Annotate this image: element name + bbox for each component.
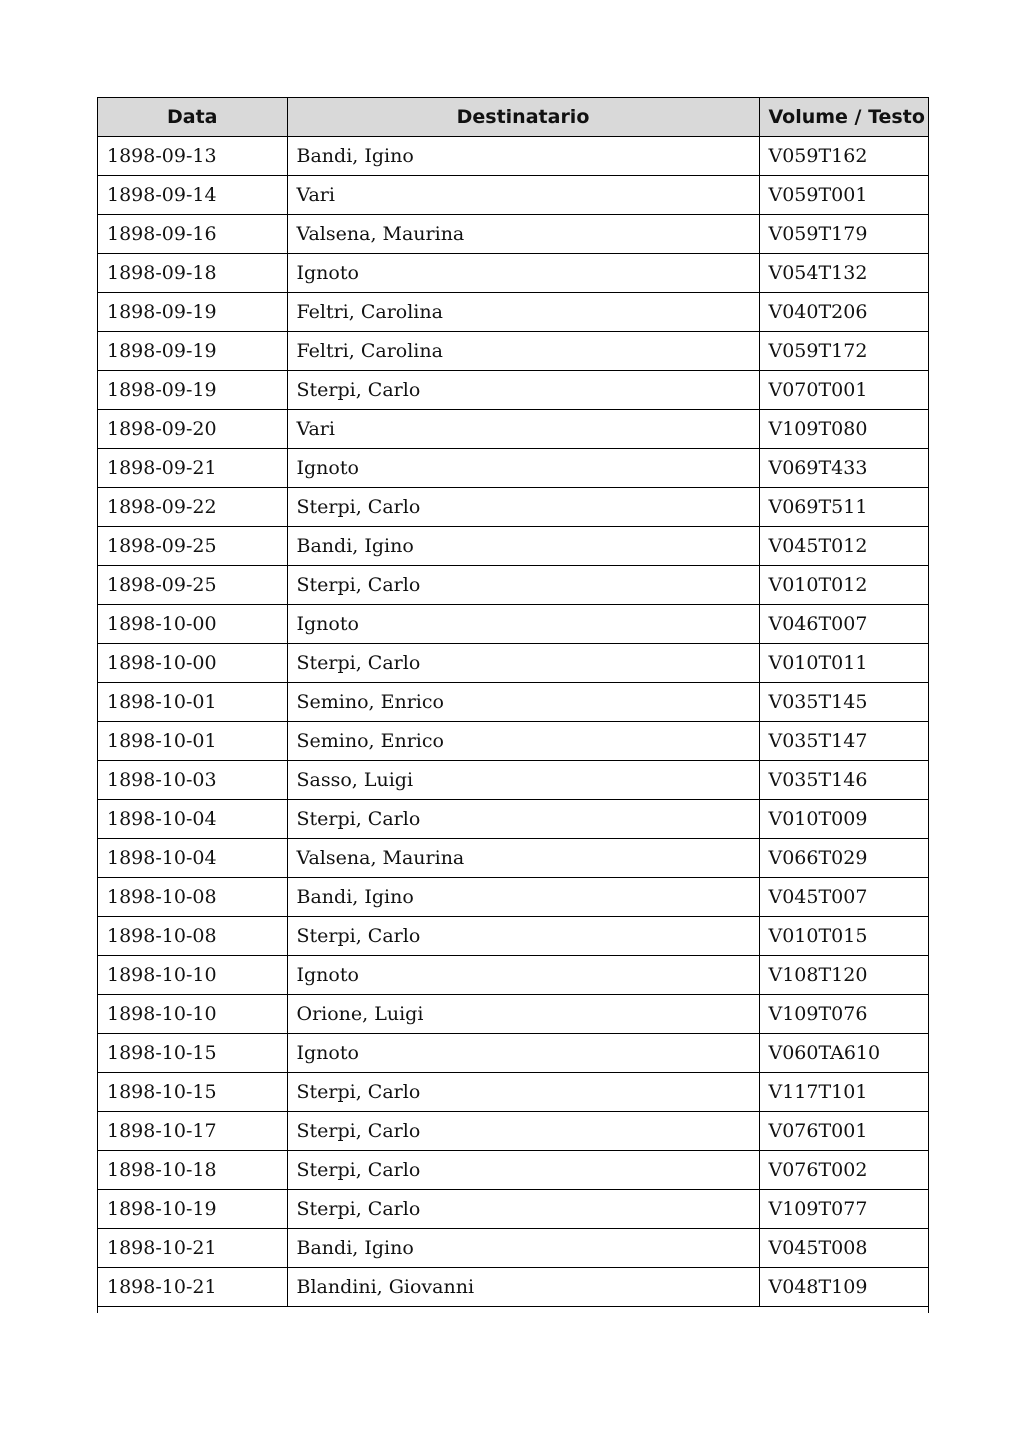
cell-recipient: Blandini, Giovanni bbox=[287, 1268, 759, 1307]
cell-volume: V059T001 bbox=[759, 176, 928, 215]
cell-volume: V048T109 bbox=[759, 1268, 928, 1307]
table-row bbox=[98, 1073, 928, 1112]
table-row bbox=[98, 1229, 928, 1268]
column-header-volume: Volume / Testo bbox=[759, 98, 928, 137]
table-row bbox=[98, 332, 928, 371]
cell-volume: V035T146 bbox=[759, 761, 928, 800]
table-row bbox=[98, 722, 928, 761]
cell-volume: V069T433 bbox=[759, 449, 928, 488]
cell-volume: V109T077 bbox=[759, 1190, 928, 1229]
cell-date: 1898-10-08 bbox=[98, 917, 287, 956]
cell-date: 1898-10-01 bbox=[98, 683, 287, 722]
cell-recipient: Feltri, Carolina bbox=[287, 332, 759, 371]
cell-date: 1898-09-13 bbox=[98, 137, 287, 176]
cell-date: 1898-10-04 bbox=[98, 839, 287, 878]
cell-volume: V076T001 bbox=[759, 1112, 928, 1151]
cell-volume: V035T145 bbox=[759, 683, 928, 722]
cell-recipient: Sterpi, Carlo bbox=[287, 1112, 759, 1151]
cell-date: 1898-09-25 bbox=[98, 566, 287, 605]
cell-volume: V076T002 bbox=[759, 1151, 928, 1190]
table-row bbox=[98, 761, 928, 800]
cell-volume: V059T172 bbox=[759, 332, 928, 371]
cell-volume: V117T101 bbox=[759, 1073, 928, 1112]
cell-recipient: Sterpi, Carlo bbox=[287, 566, 759, 605]
cell-recipient: Ignoto bbox=[287, 254, 759, 293]
letters-table bbox=[98, 98, 928, 1307]
table-row bbox=[98, 254, 928, 293]
cell-volume: V066T029 bbox=[759, 839, 928, 878]
cell-volume: V010T015 bbox=[759, 917, 928, 956]
cell-date: 1898-09-16 bbox=[98, 215, 287, 254]
cell-date: 1898-10-15 bbox=[98, 1073, 287, 1112]
column-header-recipient: Destinatario bbox=[287, 98, 759, 137]
cell-volume: V010T009 bbox=[759, 800, 928, 839]
cell-recipient: Valsena, Maurina bbox=[287, 839, 759, 878]
cell-volume: V070T001 bbox=[759, 371, 928, 410]
cell-date: 1898-10-18 bbox=[98, 1151, 287, 1190]
cell-volume: V054T132 bbox=[759, 254, 928, 293]
cell-date: 1898-09-25 bbox=[98, 527, 287, 566]
cell-date: 1898-10-04 bbox=[98, 800, 287, 839]
cell-date: 1898-10-21 bbox=[98, 1229, 287, 1268]
table-row bbox=[98, 1034, 928, 1073]
cell-volume: V069T511 bbox=[759, 488, 928, 527]
cell-date: 1898-09-19 bbox=[98, 371, 287, 410]
cell-date: 1898-10-08 bbox=[98, 878, 287, 917]
table-row bbox=[98, 683, 928, 722]
cell-recipient: Bandi, Igino bbox=[287, 878, 759, 917]
cell-recipient: Ignoto bbox=[287, 449, 759, 488]
cell-date: 1898-09-20 bbox=[98, 410, 287, 449]
cell-recipient: Sterpi, Carlo bbox=[287, 1151, 759, 1190]
cell-recipient: Semino, Enrico bbox=[287, 683, 759, 722]
table-row bbox=[98, 293, 928, 332]
cell-recipient: Sterpi, Carlo bbox=[287, 371, 759, 410]
table-row bbox=[98, 605, 928, 644]
table-row bbox=[98, 956, 928, 995]
table-row bbox=[98, 878, 928, 917]
cell-date: 1898-10-01 bbox=[98, 722, 287, 761]
cell-recipient: Ignoto bbox=[287, 956, 759, 995]
cell-volume: V109T076 bbox=[759, 995, 928, 1034]
cell-date: 1898-09-21 bbox=[98, 449, 287, 488]
cell-recipient: Sterpi, Carlo bbox=[287, 1190, 759, 1229]
cell-recipient: Ignoto bbox=[287, 605, 759, 644]
cell-date: 1898-09-19 bbox=[98, 293, 287, 332]
cell-recipient: Valsena, Maurina bbox=[287, 215, 759, 254]
table-row bbox=[98, 137, 928, 176]
table-header bbox=[98, 98, 928, 137]
cell-volume: V060TA610 bbox=[759, 1034, 928, 1073]
cell-recipient: Semino, Enrico bbox=[287, 722, 759, 761]
table-row bbox=[98, 839, 928, 878]
cell-volume: V035T147 bbox=[759, 722, 928, 761]
cell-recipient: Sasso, Luigi bbox=[287, 761, 759, 800]
cell-volume: V046T007 bbox=[759, 605, 928, 644]
cell-recipient: Bandi, Igino bbox=[287, 1229, 759, 1268]
table-row bbox=[98, 410, 928, 449]
cell-date: 1898-09-19 bbox=[98, 332, 287, 371]
cell-date: 1898-09-22 bbox=[98, 488, 287, 527]
cell-recipient: Sterpi, Carlo bbox=[287, 644, 759, 683]
cell-date: 1898-10-19 bbox=[98, 1190, 287, 1229]
table-row bbox=[98, 176, 928, 215]
cell-recipient: Sterpi, Carlo bbox=[287, 1073, 759, 1112]
cell-recipient: Feltri, Carolina bbox=[287, 293, 759, 332]
cell-date: 1898-10-21 bbox=[98, 1268, 287, 1307]
table-body bbox=[98, 137, 928, 1307]
cell-recipient: Bandi, Igino bbox=[287, 137, 759, 176]
cell-date: 1898-10-00 bbox=[98, 644, 287, 683]
header-row bbox=[98, 98, 928, 137]
cell-recipient: Sterpi, Carlo bbox=[287, 917, 759, 956]
table-row bbox=[98, 644, 928, 683]
cell-volume: V045T012 bbox=[759, 527, 928, 566]
cell-volume: V059T179 bbox=[759, 215, 928, 254]
cell-recipient: Ignoto bbox=[287, 1034, 759, 1073]
cell-recipient: Bandi, Igino bbox=[287, 527, 759, 566]
table-row bbox=[98, 488, 928, 527]
letters-table-container bbox=[97, 97, 929, 1313]
cell-volume: V040T206 bbox=[759, 293, 928, 332]
cell-date: 1898-09-14 bbox=[98, 176, 287, 215]
cell-date: 1898-10-00 bbox=[98, 605, 287, 644]
cell-recipient: Vari bbox=[287, 410, 759, 449]
table-row bbox=[98, 215, 928, 254]
cell-volume: V010T011 bbox=[759, 644, 928, 683]
table-row bbox=[98, 1112, 928, 1151]
table-row bbox=[98, 449, 928, 488]
table-row bbox=[98, 566, 928, 605]
cell-recipient: Sterpi, Carlo bbox=[287, 488, 759, 527]
cell-recipient: Orione, Luigi bbox=[287, 995, 759, 1034]
cell-date: 1898-10-17 bbox=[98, 1112, 287, 1151]
cell-date: 1898-10-10 bbox=[98, 995, 287, 1034]
cell-volume: V045T008 bbox=[759, 1229, 928, 1268]
cell-volume: V010T012 bbox=[759, 566, 928, 605]
cell-volume: V108T120 bbox=[759, 956, 928, 995]
cell-date: 1898-10-10 bbox=[98, 956, 287, 995]
table-row bbox=[98, 527, 928, 566]
table-row bbox=[98, 1190, 928, 1229]
cell-date: 1898-10-03 bbox=[98, 761, 287, 800]
cell-volume: V109T080 bbox=[759, 410, 928, 449]
table-row bbox=[98, 995, 928, 1034]
table-row bbox=[98, 800, 928, 839]
cell-recipient: Sterpi, Carlo bbox=[287, 800, 759, 839]
table-row bbox=[98, 371, 928, 410]
cell-volume: V059T162 bbox=[759, 137, 928, 176]
cell-volume: V045T007 bbox=[759, 878, 928, 917]
column-header-date: Data bbox=[98, 98, 287, 137]
table-row bbox=[98, 1268, 928, 1307]
table-row bbox=[98, 1151, 928, 1190]
cell-date: 1898-09-18 bbox=[98, 254, 287, 293]
cell-date: 1898-10-15 bbox=[98, 1034, 287, 1073]
cell-recipient: Vari bbox=[287, 176, 759, 215]
table-row bbox=[98, 917, 928, 956]
